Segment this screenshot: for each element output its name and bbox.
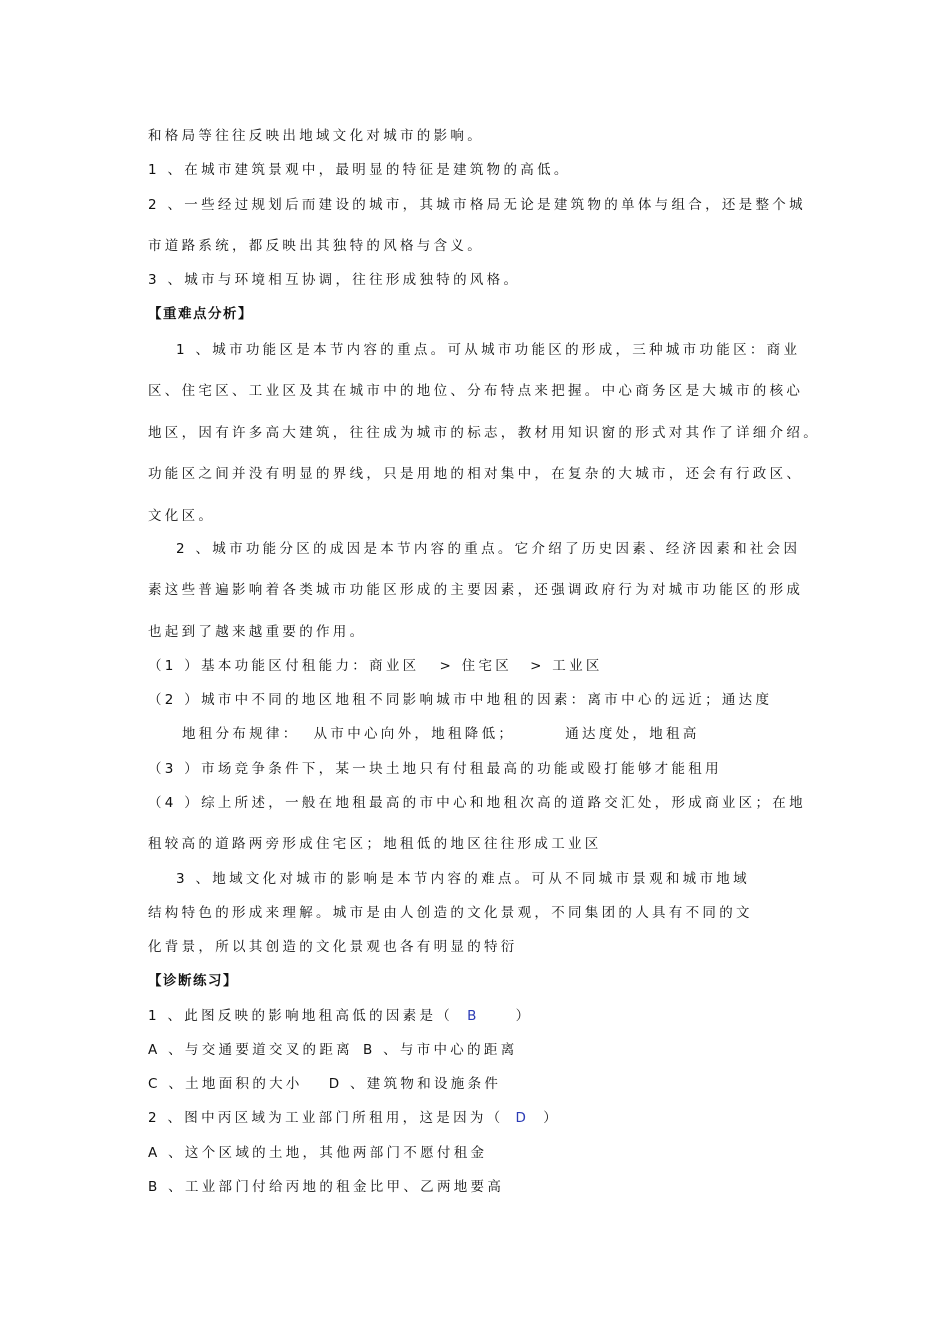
text-line: （2 ）城市中不同的地区地租不同影响城市中地租的因素：离市中心的远近；通达度 [148,692,773,708]
text-line: 3 、城市与环境相互协调，往往形成独特的风格。 [148,272,521,288]
text-line: 和格局等往往反映出地域文化对城市的影响。 [148,128,484,144]
text-line [148,657,603,675]
text-line: （4 ）综上所述，一般在地租最高的市中心和地租次高的道路交汇处，形成商业区；在地 [148,795,806,811]
text-line: 素这些普遍影响着各类城市功能区形成的主要因素，还强调政府行为对城市功能区的形成 [148,582,804,598]
question-2-option-b: B 、工业部门付给丙地的租金比甲、乙两地要高 [148,1179,505,1195]
text-line: 地区，因有许多高大建筑，往往成为城市的标志，教材用知识窗的形式对其作了详细介绍。 [148,425,820,441]
rent-pattern-access: 通达度处，地租高 [565,726,700,742]
text-line: 2 、一些经过规划后而建设的城市，其城市格局无论是建筑物的单体与组合，还是整个城 [148,197,806,213]
text-line: 1 、城市功能区是本节内容的重点。可从城市功能区的形成，三种城市功能区：商业 [176,342,801,358]
option-b: B 、与市中心的距离 [362,1042,518,1058]
text-line: 化背景，所以其创造的文化景观也各有明显的特衍 [148,939,518,955]
option-d: D 、建筑物和设施条件 [328,1076,502,1092]
text-line: 也起到了越来越重要的作用。 [148,624,367,640]
text-line: 市道路系统，都反映出其独特的风格与含义。 [148,238,484,254]
text-line: 2 、城市功能分区的成因是本节内容的重点。它介绍了历史因素、经济因素和社会因 [176,541,801,557]
question-2 [148,1109,560,1127]
text-line: 功能区之间并没有明显的界线，只是用地的相对集中，在复杂的大城市，还会有行政区、 [148,466,804,482]
rent-pattern-center: 从市中心向外，地租降低； [313,726,516,742]
text-line: （3 ）市场竞争条件下，某一块土地只有付租最高的功能或殴打能够才能租用 [148,761,722,777]
text-line: 租较高的道路两旁形成住宅区；地租低的地区往往形成工业区 [148,836,602,852]
rent-pattern-label: 地租分布规律： [182,726,300,742]
question-2-stem: 2 、图中丙区域为工业部门所租用，这是因为（ [148,1110,504,1126]
rent-order-residential: > 住宅区 [439,658,513,674]
rent-order-industrial: > 工业区 [530,658,603,674]
question-1-options-row [148,1041,518,1059]
question-2-close: ） [543,1110,560,1126]
text-line: 结构特色的形成来理解。城市是由人创造的文化景观，不同集团的人具有不同的文 [148,905,753,921]
question-2-answer: D [515,1110,530,1126]
question-1-answer: B [467,1008,480,1024]
text-line: 区、住宅区、工业区及其在城市中的地位、分布特点来把握。中心商务区是大城市的核心 [148,383,804,399]
question-2-option-a: A 、这个区域的土地，其他两部门不愿付租金 [148,1145,488,1161]
rent-capacity-text: （1 ）基本功能区付租能力：商业区 [148,658,420,674]
section-heading-key-points: 【重难点分析】 [148,306,253,322]
question-1-stem: 1 、此图反映的影响地租高低的因素是（ [148,1008,454,1024]
text-line: 3 、地域文化对城市的影响是本节内容的难点。可从不同城市景观和城市地域 [176,871,750,887]
option-c: C 、土地面积的大小 [148,1076,303,1092]
text-line: 文化区。 [148,508,216,524]
question-1-options-row [148,1075,501,1093]
question-1-close: ） [515,1008,533,1024]
option-a: A 、与交通要道交叉的距离 [148,1042,353,1058]
text-line [182,725,700,743]
question-1 [148,1007,532,1025]
section-heading-practice: 【诊断练习】 [148,973,238,989]
text-line: 1 、在城市建筑景观中，最明显的特征是建筑物的高低。 [148,162,571,178]
